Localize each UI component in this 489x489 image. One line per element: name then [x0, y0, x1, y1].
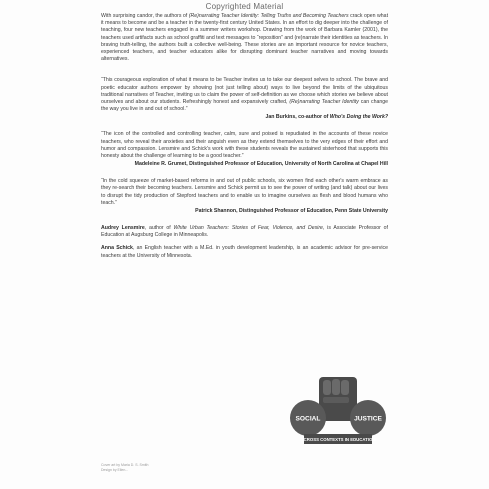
- author-name: Anna Schick: [101, 245, 133, 252]
- blurb-attribution: Patrick Shannon, Distinguished Professor of Education, Penn State University: [195, 208, 388, 215]
- author-bio: Audrey Lensmire, author of White Urban Teachers: Stories of Fear, Violence, and Desire, is Associate Professor of Education at Augsburg College in Minneapolis.: [101, 225, 388, 239]
- blurb-attribution: Jan Burkins, co-author of Who's Doing the Work?: [265, 114, 388, 121]
- copyright-header: Copyrighted Material: [205, 2, 284, 11]
- blurb-quote: “The icon of the controlled and controlling teacher, calm, sure and poised is repudiated in the accounts of these novice teachers, who reveal their anxieties and their anguish even as they extend themselves to the very edges of their effort and humor and compassion. Lensmire and Schick's work with these students reveals the sustained sisterhood that supports this honesty about the challenge of learning to be a good teacher.”: [101, 131, 388, 160]
- author-name: Audrey Lensmire: [101, 225, 145, 232]
- book-title: (Re)narrating Teacher Identity: Telling Truths and Becoming Teachers: [188, 13, 349, 19]
- badge-word-left: SOCIAL: [295, 415, 321, 423]
- intro-paragraph: With surprising candor, the authors of (Re)narrating Teacher Identity: Telling Truths and Becoming Teachers crack open what it means to become and be a teacher in the twenty-first century United States. In an effort to dig deeper into the challenge of teaching, four new teachers engaged in a summer writers workshop. Drawing from the work of Barbara Kamler (2001), the teachers used artifacts such as school graffiti and text messages to “reposition” and (re)narrate their identities as teachers. In braving truth-telling, the authors built a collective well-being. These stories are an important resource for novice teachers, experienced teachers, and teacher educators alike for disrupting dominant teacher narratives and moving towards alternatives.: [101, 13, 389, 63]
- badge-tagline: ACROSS CONTEXTS IN EDUCATION: [300, 437, 376, 442]
- author-bio: Anna Schick, an English teacher with a M.Ed. in youth development leadership, is an academic advisor for pre-service teachers at the University of Minnesota.: [101, 245, 388, 259]
- back-cover-text: [101, 13, 388, 266]
- cover-credit: Cover art by Maria D. S. Smith Design by Ellen...: [101, 463, 149, 472]
- series-logo: [286, 375, 390, 459]
- blurb-quote: “In the cold squeeze of market-based reforms in and out of public schools, six women find each other's warm embrace as they re-search their becoming teachers. Lensmire and Schick permit us to see the power of writing (and talk) about our lives to disrupt the tidy production of Stepford teachers and to enable us to imagine ourselves as flesh and blood humans who teach.”: [101, 178, 388, 206]
- blurb-attribution: Madeleine R. Grumet, Distinguished Professor of Education, University of North Carolina at Chapel Hill: [134, 161, 388, 168]
- blurb-quote: “This courageous exploration of what it means to be Teacher invites us to take our deepest selves to school. The brave and poetic educator authors empower by showing (not just telling about) ways to live beyond the limits of the ubiquitous traditional narratives of Teacher, inviting us to claim the power of self-definition as we choose which stories we believe about ourselves and about our students. Refreshingly honest and expansively crafted, (Re)narrating Teacher Identity can change the way you live in and out of school.”: [101, 77, 388, 113]
- badge-word-right: JUSTICE: [354, 415, 382, 423]
